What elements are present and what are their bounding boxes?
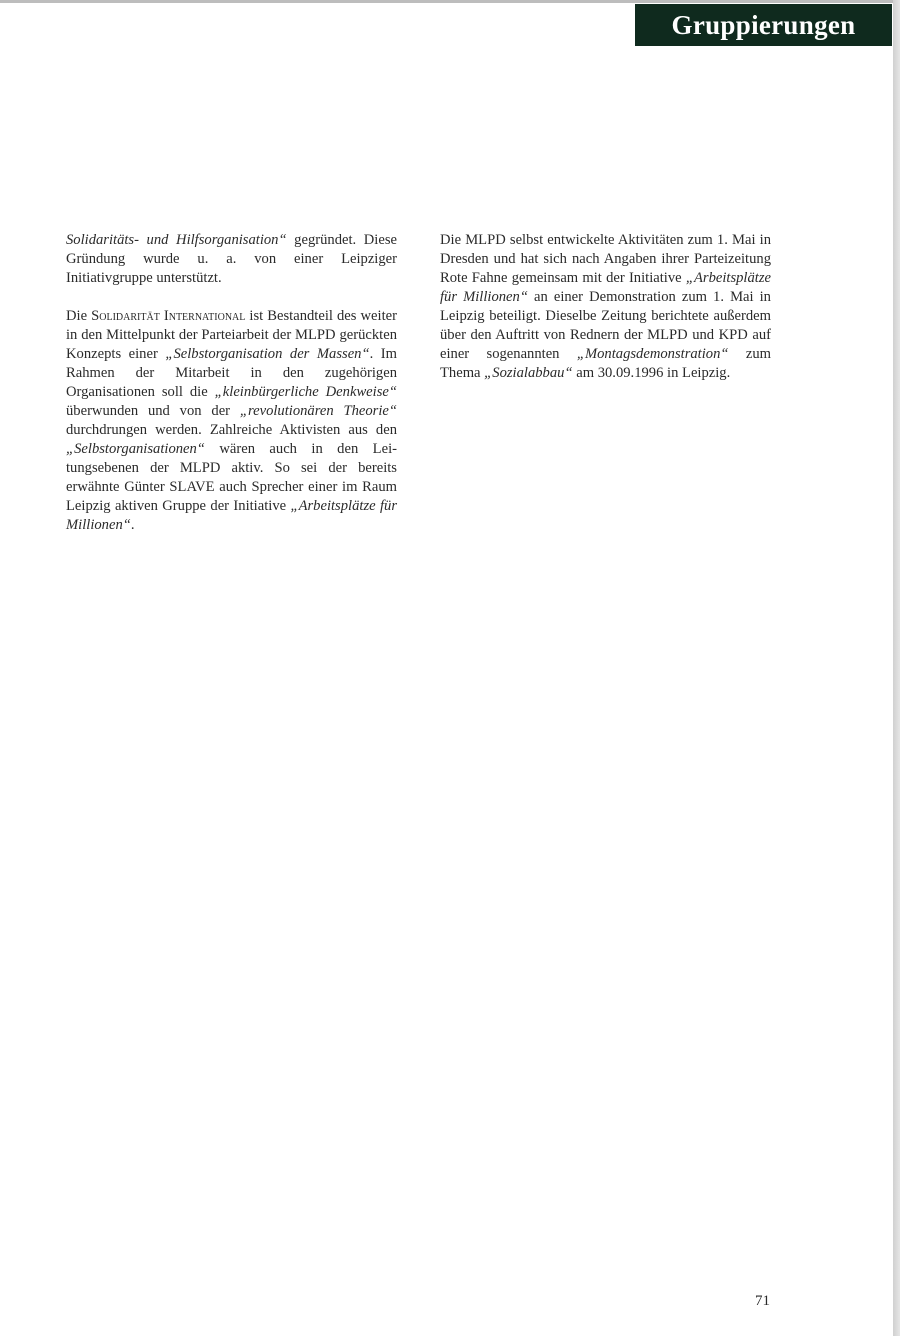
section-title: Gruppierungen: [671, 10, 856, 40]
text: an einer Demonstration zum 1. Mai in Leipzig beteiligt. Dieselbe Zeitung berichtete außerdem über den Auftritt von Rednern der MLPD und KPD auf einer sogenannten: [440, 289, 771, 362]
text: überwunden und von der: [66, 403, 240, 419]
text: gegründet. Diese Gründung wurde u. a. von einer Leipziger Initiativgruppe unterstützt.: [66, 232, 397, 286]
emphasis: „Selbstorganisation der Massen“: [165, 346, 370, 362]
text: ist Bestandteil des weiter in den Mittelpunkt der Parteiarbeit der MLPD gerückten Konzepts einer: [66, 308, 397, 362]
paragraph: [66, 231, 397, 288]
emphasis: „Sozialabbau“: [484, 365, 573, 381]
section-header: [635, 4, 892, 46]
text: Die: [66, 308, 92, 324]
emphasis: „revolutionären Theorie“: [239, 403, 397, 419]
emphasis: „kleinbürgerliche Denkweise“: [214, 384, 397, 400]
text: . Im Rahmen der Mitarbeit in den zugehörigen Organisationen soll die: [66, 346, 397, 400]
emphasis: „Montagsdemonstration“: [576, 346, 729, 362]
text: Die MLPD selbst entwickelte Aktivitäten zum 1. Mai in Dresden und hat sich nach Angaben ihrer Parteizeitung Rote Fahne gemeinsam mit der Initiative: [440, 232, 771, 286]
paragraph: [66, 307, 397, 535]
text: zum Thema: [440, 346, 771, 381]
text: am 30.09.1996 in Leipzig.: [572, 365, 731, 381]
page-number: 71: [755, 1293, 770, 1309]
text: .: [130, 517, 135, 533]
emphasis: „Arbeitsplätze für Millionen“: [66, 498, 398, 533]
text-column-right: [440, 231, 771, 383]
text-column-left: [66, 231, 397, 535]
text: durchdrungen werden. Zahlreiche Aktivisten aus den: [66, 422, 397, 438]
emphasis: „Selbstorganisationen“: [66, 441, 205, 457]
page-edge-shadow: [893, 0, 900, 1336]
text: wären auch in den Leitungsebenen der MLPD aktiv. So sei der bereits erwähnte Günter SLAVE auch Sprecher einer im Raum Leipzig aktiven Gruppe der Initiative: [66, 441, 397, 514]
emphasis: „Arbeitsplätze für Millionen“: [440, 270, 771, 305]
paragraph: [440, 231, 771, 383]
top-rule: [0, 0, 893, 3]
organisation-name: Solidarität International: [91, 308, 246, 324]
emphasis: Solidaritäts- und Hilfsorganisation“: [66, 232, 287, 248]
